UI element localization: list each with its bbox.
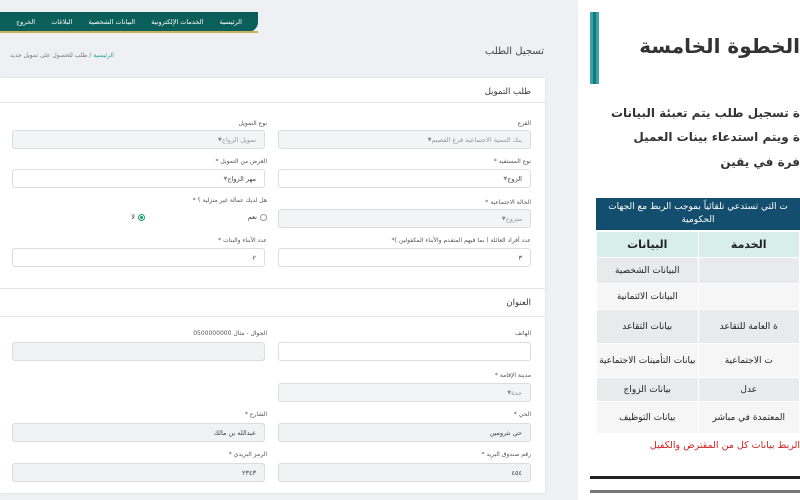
breadcrumb-current: طلب للحصول على تمويل جديد [10,52,88,59]
marital-status-value: متزوج [505,214,522,223]
table-cell-data: بيانات الزواج [597,378,699,402]
table-cell-service [698,258,800,284]
slide-title: الخطوة الخامسة [639,34,800,58]
table-row [597,310,800,344]
loan-type-label: نوع التمويل [238,120,267,127]
marital-status-label: الحالة الاجتماعية * [485,199,531,206]
radio-no[interactable] [131,213,145,221]
slide-text-line: ة ويتم استدعاء بينات العميل [633,130,800,144]
breadcrumb-separator: / [89,52,92,59]
table-cell-data: بيانات التوظيف [597,402,699,434]
top-navigation [0,12,258,32]
phone-label: الهاتف [515,330,531,337]
district-input[interactable] [278,423,531,442]
column-header-service: الخدمة [698,232,800,258]
mobile-label: الجوال - مثال 0500000000 [193,330,267,337]
breadcrumb [10,52,114,59]
breadcrumb-home[interactable]: الرئيسية [93,52,114,59]
table-row [597,402,800,434]
postal-code-value: ٢٣٤٣ [242,468,256,477]
loan-type-select[interactable] [12,130,265,149]
table-cell-data: بيانات التأمينات الاجتماعية [597,344,699,378]
pobox-value: ٤٥٤ [511,468,522,477]
chevron-down-icon: ▼ [507,389,512,396]
beneficiary-type-label: نوع المستفيد * [493,158,531,165]
street-value: عبدالله بن مالك [213,428,256,437]
slide-accent-bar-inner [593,12,596,84]
district-value: حي نثرومين [489,428,522,437]
street-input[interactable] [12,423,265,442]
chevron-down-icon: ▼ [217,136,222,143]
slide-text-line: ة تسجيل طلب يتم تعبئة البيانات [610,106,800,120]
phone-input[interactable] [278,342,531,361]
pobox-label: رقم صندوق البريد * [481,451,531,458]
purpose-value: مهر الزواج [227,174,256,183]
family-count-label: عدد أفراد العائلة ( بما فيهم المتقدم والأبناء المكفولين )* [391,237,531,244]
section-divider [0,102,545,103]
district-label: الحي * [513,411,531,418]
table-cell-service: ة العامة للتقاعد [698,310,800,344]
postal-code-label: الرمز البريدي * [228,451,267,458]
purpose-select[interactable] [12,169,265,188]
purpose-label: الغرض من التمويل * [215,158,267,165]
table-cell-data: البيانات الشخصية [597,258,699,284]
presentation-slide [590,0,800,500]
nav-personal-data[interactable]: البيانات الشخصية [88,18,136,26]
nav-accent-line [0,31,258,33]
pobox-input[interactable] [278,463,531,482]
family-count-value: ٣ [518,253,522,262]
loan-type-value: تمويل الزواج [221,135,256,144]
chevron-down-icon: ▼ [501,215,506,222]
radio-icon [260,214,267,221]
slide-text-line: فرة في يقين [720,155,800,169]
table-row [597,258,800,284]
table-row [597,344,800,378]
table-cell-service: المعتمدة في مباشر [698,402,800,434]
services-table [596,231,800,434]
table-row [597,378,800,402]
section-divider [0,316,545,317]
children-count-label: عدد الأبناء والبنات * [218,237,267,244]
nav-eservices[interactable]: الخدمات الإلكترونية [151,18,204,26]
footer-line [590,490,800,493]
mobile-input[interactable] [12,342,265,361]
section-divider [0,288,545,289]
beneficiary-type-value: الزوج [507,174,522,183]
branch-select[interactable] [278,130,531,149]
city-select[interactable] [278,383,531,402]
radio-no-label: لا [131,213,135,221]
address-section-title: العنوان [506,298,531,308]
chevron-down-icon: ▼ [503,175,508,182]
slide-note: الربط بيانات كل من المقترض والكفيل [649,440,800,451]
nav-logout[interactable]: الخروج [16,18,35,26]
nav-reports[interactable]: البلاغات [51,18,73,26]
beneficiary-type-select[interactable] [278,169,531,188]
radio-selected-icon [138,214,145,221]
column-header-data: البيانات [597,232,699,258]
branch-label: الفرع [517,120,531,127]
table-cell-data: البيانات الائتمانية [597,284,699,310]
radio-yes[interactable] [248,213,267,221]
finance-section-title: طلب التمويل [484,87,531,97]
table-cell-service [698,284,800,310]
branch-value: بنك التنمية الاجتماعية فرع القصيم [431,135,522,144]
table-heading: ت التي تستدعي تلقائياً بموجب الربط مع الجهات الحكومية [596,198,800,230]
radio-yes-label: نعم [247,213,257,221]
postal-code-input[interactable] [12,463,265,482]
city-label: مدينة الإقامة * [494,372,531,379]
table-cell-service: عدل [698,378,800,402]
footer-line [590,476,800,479]
nav-home[interactable]: الرئيسية [219,18,242,26]
table-cell-data: بيانات التقاعد [597,310,699,344]
domestic-workers-label: هل لديك عمالة غير منزلية ؟ * [192,197,267,204]
form-card [0,78,545,493]
children-count-input[interactable] [12,248,265,267]
chevron-down-icon: ▼ [427,136,432,143]
city-value: جدة [511,388,522,397]
table-row [597,284,800,310]
street-label: الشارع * [244,411,267,418]
chevron-down-icon: ▼ [223,175,228,182]
children-count-value: ٢ [252,253,256,262]
marital-status-select[interactable] [278,209,531,228]
family-count-input[interactable] [278,248,531,267]
page-title: تسجيل الطلب [484,46,544,57]
table-cell-service: ت الاجتماعية [698,344,800,378]
